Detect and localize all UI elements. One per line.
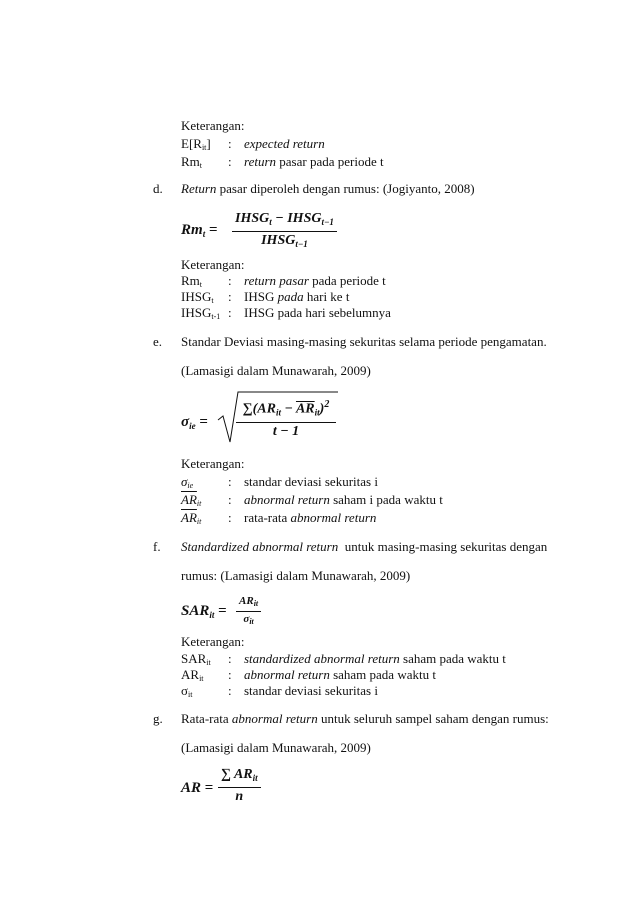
formula-denominator: t − 1 [272, 423, 300, 439]
section-g-citation: (Lamasigi dalam Munawarah, 2009) [181, 740, 371, 755]
formula-sar-lhs: $SAR_{it}$ = [181, 603, 227, 620]
legend-symbol: SARit [181, 651, 211, 667]
legend-desc: standar deviasi sekuritas i [244, 474, 378, 489]
legend-colon: : [228, 510, 232, 525]
section-g-text: Rata-rata abnormal return untuk seluruh sampel saham dengan rumus: [181, 711, 549, 726]
list-letter-g: g. [153, 711, 163, 726]
legend-symbol: σit [181, 683, 193, 699]
legend-desc: abnormal return saham i pada waktu t [244, 492, 443, 507]
legend-symbol: IHSGt [181, 289, 214, 305]
legend-desc: IHSG pada hari ke t [244, 289, 350, 304]
legend-symbol: E[Rit] [181, 136, 211, 152]
legend-symbol: ARit [181, 667, 204, 683]
legend-colon: : [228, 492, 232, 507]
formula-ar-lhs: AR = [181, 780, 214, 796]
keterangan-label: Keterangan: [181, 634, 245, 649]
legend-colon: : [228, 667, 232, 682]
legend-desc: IHSG pada hari sebelumnya [244, 305, 391, 320]
legend-colon: : [228, 474, 232, 489]
formula-denominator: n [235, 789, 244, 804]
legend-colon: : [228, 305, 232, 320]
legend-desc: expected return [244, 136, 325, 151]
formula-denominator: σit [243, 613, 254, 626]
formula-rm-lhs: $Rm_t$ = [181, 222, 218, 239]
legend-desc: rata-rata abnormal return [244, 510, 377, 525]
formula-ar-fraction [218, 766, 261, 805]
keterangan-label: Keterangan: [181, 118, 245, 133]
legend-symbol: IHSGt-1 [181, 305, 221, 321]
legend-colon: : [228, 651, 232, 666]
legend-colon: : [228, 273, 232, 288]
keterangan-label: Keterangan: [181, 257, 245, 272]
formula-numerator: $IHSG_t$ − $IHSG_{t-1}$ [235, 211, 334, 227]
legend-desc: abnormal return saham pada waktu t [244, 667, 436, 682]
legend-colon: : [228, 289, 232, 304]
formula-numerator: ∑ $AR_{it}$ [221, 767, 258, 783]
section-e-citation: (Lamasigi dalam Munawarah, 2009) [181, 363, 371, 378]
legend-desc: standardized abnormal return saham pada waktu t [244, 651, 506, 666]
legend-symbol: $\overline{AR}it$ [181, 510, 202, 526]
legend-colon: : [228, 683, 232, 698]
keterangan-label: Keterangan: [181, 456, 245, 471]
list-letter-f: f. [153, 539, 161, 554]
legend-symbol: $\overline{AR}it$ [181, 492, 202, 508]
formula-sar-fraction [236, 594, 261, 629]
legend-desc: return pasar pada periode t [244, 154, 384, 169]
formula-numerator: $\sum(AR_{it} - \overline{AR}_{it})^2$ [242, 399, 330, 418]
formula-sigma-lhs: $\sigma_{ie}$ = [181, 414, 208, 431]
section-d-text: Return pasar diperoleh dengan rumus: (Jogiyanto, 2008) [181, 181, 475, 196]
legend-colon: : [228, 136, 232, 151]
formula-rm-fraction [232, 210, 337, 253]
section-f-text: Standardized abnormal return untuk masing-masing sekuritas dengan [181, 539, 548, 554]
legend-desc: return pasar pada periode t [244, 273, 386, 288]
formula-sigma-fraction [236, 396, 336, 440]
formula-denominator: $IHSG_{t-1}$ [261, 233, 308, 249]
legend-symbol: Rmt [181, 273, 203, 289]
legend-desc: standar deviasi sekuritas i [244, 683, 378, 698]
legend-symbol: Rmt [181, 154, 203, 170]
formula-numerator: ARit [239, 595, 259, 608]
legend-symbol: σie [181, 474, 194, 490]
legend-colon: : [228, 154, 232, 169]
section-e-text: Standar Deviasi masing-masing sekuritas selama periode pengamatan. [181, 334, 547, 349]
section-f-text-2: rumus: (Lamasigi dalam Munawarah, 2009) [181, 568, 411, 583]
list-letter-e: e. [153, 334, 163, 349]
list-letter-d: d. [153, 181, 163, 196]
